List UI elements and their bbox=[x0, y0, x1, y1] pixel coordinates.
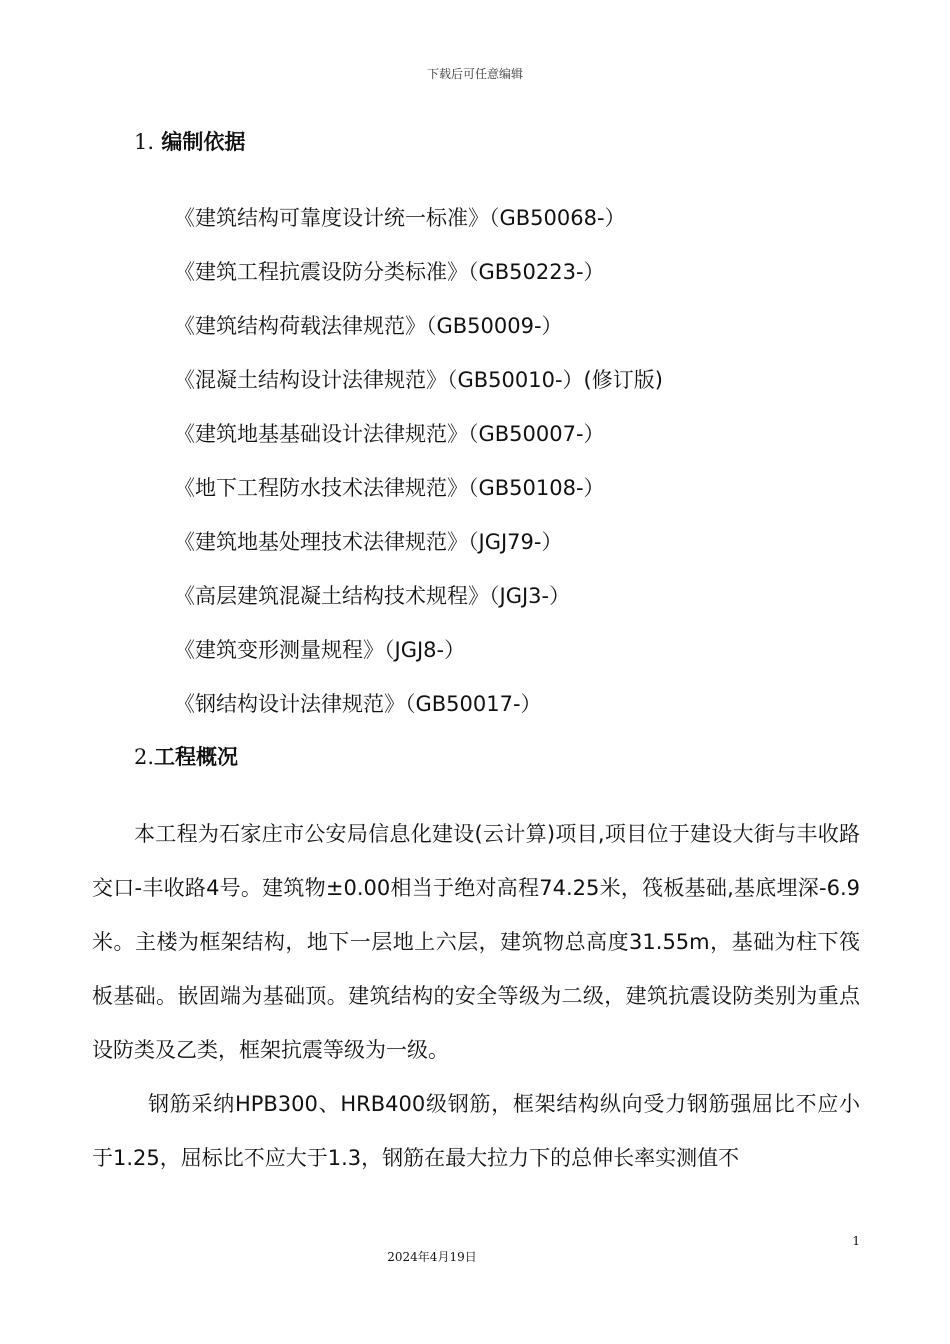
reference-item: 《建筑变形测量规程》（JGJ8-） bbox=[174, 638, 466, 662]
section-title: 编制依据 bbox=[161, 130, 246, 154]
section-title: 工程概况 bbox=[154, 745, 239, 769]
reference-item: 《建筑地基处理技术法律规范》（JGJ79-） bbox=[174, 530, 563, 554]
footer-date: 2024年4月19日 bbox=[387, 1250, 477, 1264]
section-heading-overview bbox=[134, 743, 238, 771]
reference-item: 《混凝土结构设计法律规范》（GB50010-）(修订版) bbox=[174, 368, 663, 392]
reference-list bbox=[174, 200, 663, 740]
overview-paragraph: 本工程为石家庄市公安局信息化建设(云计算)项目,项目位于建设大街与丰收路交口-丰收路4号。建筑物±0.00相当于绝对高程74.25米，筏板基础,基底埋深-6.9米。主楼为框架结构，地下一层地上六层，建筑物总高度31.55m，基础为柱下筏板基础。嵌固端为基础顶。建筑结构的安全等级为二级，建筑抗震设防类别为重点设防类及乙类，框架抗震等级为一级。 bbox=[92, 822, 860, 1062]
reference-item: 《钢结构设计法律规范》（GB50017-） bbox=[174, 692, 542, 716]
section-heading-basis bbox=[134, 128, 245, 156]
page-number: 1 bbox=[852, 1234, 860, 1248]
section-number: 1. bbox=[134, 130, 155, 154]
reference-item: 《高层建筑混凝土结构技术规程》（JGJ3-） bbox=[174, 584, 571, 608]
reference-item: 《建筑工程抗震设防分类标准》（GB50223-） bbox=[174, 260, 605, 284]
section-number: 2. bbox=[134, 745, 155, 769]
header-note: 下载后可任意编辑 bbox=[426, 67, 523, 81]
reference-item: 《地下工程防水技术法律规范》（GB50108-） bbox=[174, 476, 605, 500]
reference-item: 《建筑结构可靠度设计统一标准》（GB50068-） bbox=[174, 206, 626, 230]
rebar-paragraph: 钢筋采纳HPB300、HRB400级钢筋，框架结构纵向受力钢筋强屈比不应小于1.25，屈标比不应大于1.3，钢筋在最大拉力下的总伸长率实测值不 bbox=[92, 1092, 860, 1170]
reference-item: 《建筑地基基础设计法律规范》（GB50007-） bbox=[174, 422, 605, 446]
reference-item: 《建筑结构荷载法律规范》（GB50009-） bbox=[174, 314, 563, 338]
